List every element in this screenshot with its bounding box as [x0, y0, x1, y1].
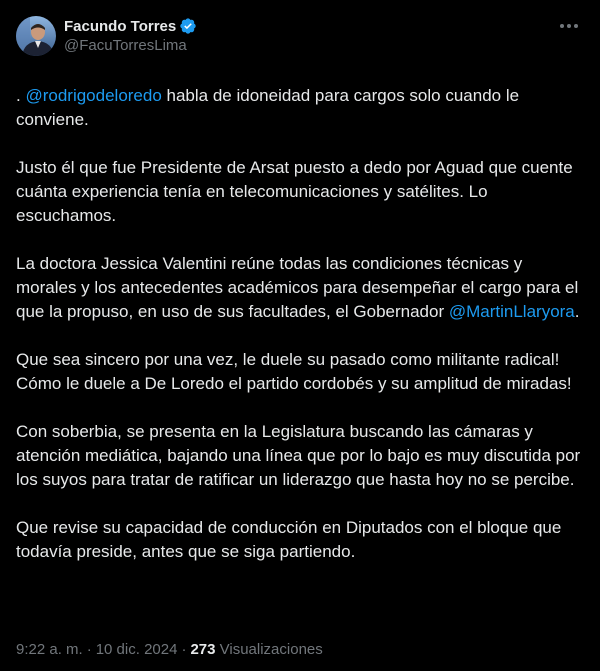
- verified-badge-icon: [179, 17, 197, 35]
- avatar[interactable]: [16, 16, 56, 56]
- author-handle[interactable]: @FacuTorresLima: [64, 37, 187, 54]
- mention-martinllaryora[interactable]: @MartinLlaryora: [448, 302, 575, 321]
- views-label: Visualizaciones: [219, 641, 323, 658]
- views-count: 273: [190, 641, 216, 658]
- tweet-paragraph-3: [16, 252, 586, 324]
- p3-end: .: [574, 302, 580, 321]
- more-options-button[interactable]: [558, 16, 580, 36]
- p1-rest: habla de idoneidad para cargos solo cuando le conviene.: [16, 86, 520, 129]
- tweet-header: [16, 14, 584, 62]
- tweet-paragraph-4: Que sea sincero por una vez, le duele su pasado como militante radical! Cómo le duele a De Loredo el partido cordobés y su amplitud de miradas!: [16, 350, 572, 393]
- tweet-paragraph-6: Que revise su capacidad de conducción en Diputados con el bloque que todavía preside, antes que se siga partiendo.: [16, 518, 562, 561]
- tweet-text: [16, 84, 586, 564]
- tweet-date[interactable]: 10 dic. 2024: [95, 641, 178, 658]
- tweet-time[interactable]: 9:22 a. m.: [16, 641, 83, 658]
- tweet-paragraph-2: Justo él que fue Presidente de Arsat puesto a dedo por Aguad que cuente cuánta experiencia tenía en telecomunicaciones y satélites. Lo escuchamos.: [16, 158, 573, 225]
- p3-text: La doctora Jessica Valentini reúne todas las condiciones técnicas y morales y los antecedentes académicos para desempeñar el cargo para el que la propuso, en uso de sus facultades, el Gobernador: [16, 254, 579, 321]
- name-row: [64, 16, 197, 36]
- tweet-paragraph-5: Con soberbia, se presenta en la Legislatura buscando las cámaras y atención mediática, bajando una línea que por lo bajo es muy discutida por los suyos para tratar de ratificar un liderazgo que hasta hoy no se percibe.: [16, 422, 581, 489]
- tweet-meta: [16, 640, 323, 660]
- mention-rodrigodeloredo[interactable]: @rodrigodeloredo: [25, 86, 162, 105]
- tweet-paragraph-1: [16, 84, 586, 132]
- meta-separator-1: ·: [86, 641, 92, 658]
- meta-separator-2: ·: [181, 641, 187, 658]
- author-names: [64, 16, 197, 56]
- author-display-name[interactable]: Facundo Torres: [64, 17, 177, 35]
- avatar-image: [16, 16, 56, 56]
- p1-lead: .: [16, 86, 26, 105]
- more-options-icon: [558, 16, 580, 36]
